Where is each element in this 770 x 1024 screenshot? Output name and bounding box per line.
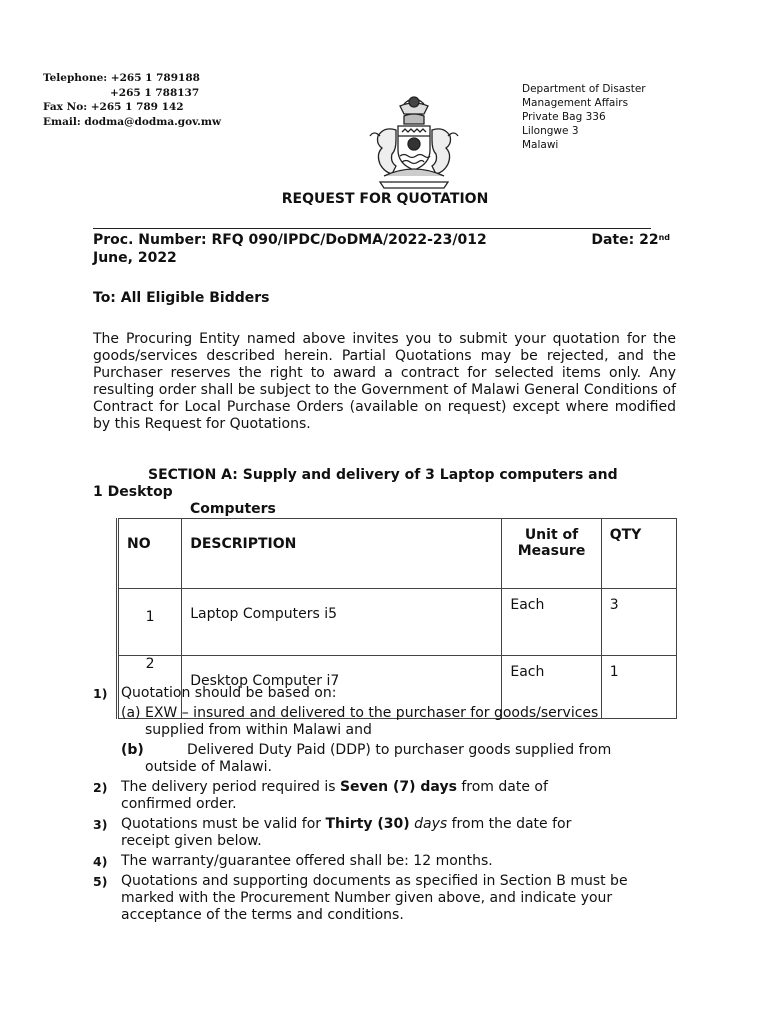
condition-1: [93, 685, 676, 702]
address-line: Private Bag 336: [522, 111, 606, 123]
date-month-year: June, 2022: [93, 250, 177, 266]
condition-text: Quotations must be valid for: [121, 816, 326, 832]
condition-text: Quotations and supporting documents as specified in Section B must be marked with the Procurement Number given above, and indicate your acceptance of the terms and conditions.: [121, 873, 628, 923]
header-unit: Unit of Measure: [502, 519, 601, 589]
fax-number: Fax No: +265 1 789 142: [43, 101, 184, 113]
contact-block: [43, 71, 221, 129]
condition-number: 1): [93, 686, 108, 701]
row-description: Laptop Computers i5: [182, 589, 502, 656]
condition-3: [93, 816, 676, 850]
section-a-heading: [93, 467, 676, 518]
email-address: Email: dodma@dodma.gov.mw: [43, 115, 221, 128]
condition-bold: Thirty (30): [325, 816, 410, 832]
sub-text-cont: supplied from within Malawi and: [145, 722, 372, 738]
condition-5: [93, 873, 676, 924]
row-unit: Each: [502, 589, 601, 656]
section-line-2: 1 Desktop: [93, 484, 173, 500]
condition-text: The delivery period required is: [121, 779, 340, 795]
date-label: Date: 22nd: [591, 232, 670, 248]
condition-text-cont: confirmed order.: [121, 796, 237, 812]
address-line: Lilongwe 3: [522, 125, 579, 137]
section-line-3: Computers: [190, 501, 276, 517]
sub-text: EXW – insured and delivered to the purchaser for goods/services: [145, 705, 599, 721]
procurement-line: [93, 231, 670, 267]
condition-italic: days: [414, 816, 448, 832]
condition-number: 3): [93, 817, 108, 832]
row-no: 2: [118, 656, 182, 719]
row-unit: Each: [502, 656, 601, 719]
date-suffix: nd: [658, 233, 670, 242]
header-qty: QTY: [601, 519, 676, 589]
conditions-list: [93, 685, 676, 927]
condition-bold: Seven (7) days: [339, 779, 457, 795]
header-no: NO: [118, 519, 182, 589]
row-no: 1: [118, 589, 182, 656]
condition-text: Quotation should be based on:: [121, 685, 337, 701]
condition-2: [93, 779, 676, 813]
condition-4: [93, 853, 676, 870]
sub-text-cont: outside of Malawi.: [145, 759, 272, 775]
condition-text: The warranty/guarantee offered shall be: 12 months.: [121, 853, 493, 869]
table-row: [118, 589, 677, 656]
condition-number: 2): [93, 780, 108, 795]
header-description: DESCRIPTION: [182, 519, 502, 589]
row-qty: 1: [601, 656, 676, 719]
condition-1a: [93, 705, 676, 739]
telephone-1: +265 1 789188: [110, 72, 200, 84]
address-line: Malawi: [522, 139, 559, 151]
procurement-number: Proc. Number: RFQ 090/IPDC/DoDMA/2022-23/012: [93, 232, 487, 248]
department-address: [522, 82, 646, 152]
condition-1b: [93, 742, 676, 776]
condition-number: 4): [93, 854, 108, 869]
condition-number: 5): [93, 874, 108, 889]
condition-text-cont: receipt given below.: [121, 833, 262, 849]
row-qty: 3: [601, 589, 676, 656]
malawi-coat-of-arms-icon: [366, 92, 462, 190]
address-line: Management Affairs: [522, 97, 629, 109]
condition-text: from date of: [456, 779, 548, 795]
title-divider: [93, 228, 651, 229]
row-description: Desktop Computer i7: [182, 656, 502, 719]
intro-paragraph: The Procuring Entity named above invites you to submit your quotation for the goods/services described herein. Partial Quotations may be rejected, and the Purchaser reserves the right to award a contract for selected items only. Any resulting order shall be subject to the Government of Malawi General Conditions of Contract for Local Purchase Orders (available on request) except where modified by this Request for Quotations.: [93, 331, 676, 432]
condition-text: from the date for: [447, 816, 572, 832]
section-line-1: SECTION A: Supply and delivery of 3 Laptop computers and: [148, 467, 618, 483]
table-header-row: [118, 519, 677, 589]
sub-label: (a): [121, 705, 141, 721]
addressee: To: All Eligible Bidders: [93, 290, 270, 306]
telephone-2: +265 1 788137: [110, 86, 200, 99]
document-title: REQUEST FOR QUOTATION: [281, 191, 489, 207]
telephone-label: Telephone:: [43, 72, 108, 84]
sub-text: Delivered Duty Paid (DDP) to purchaser goods supplied from: [187, 742, 612, 758]
address-line: Department of Disaster: [522, 83, 646, 95]
sub-label: (b): [121, 742, 144, 758]
